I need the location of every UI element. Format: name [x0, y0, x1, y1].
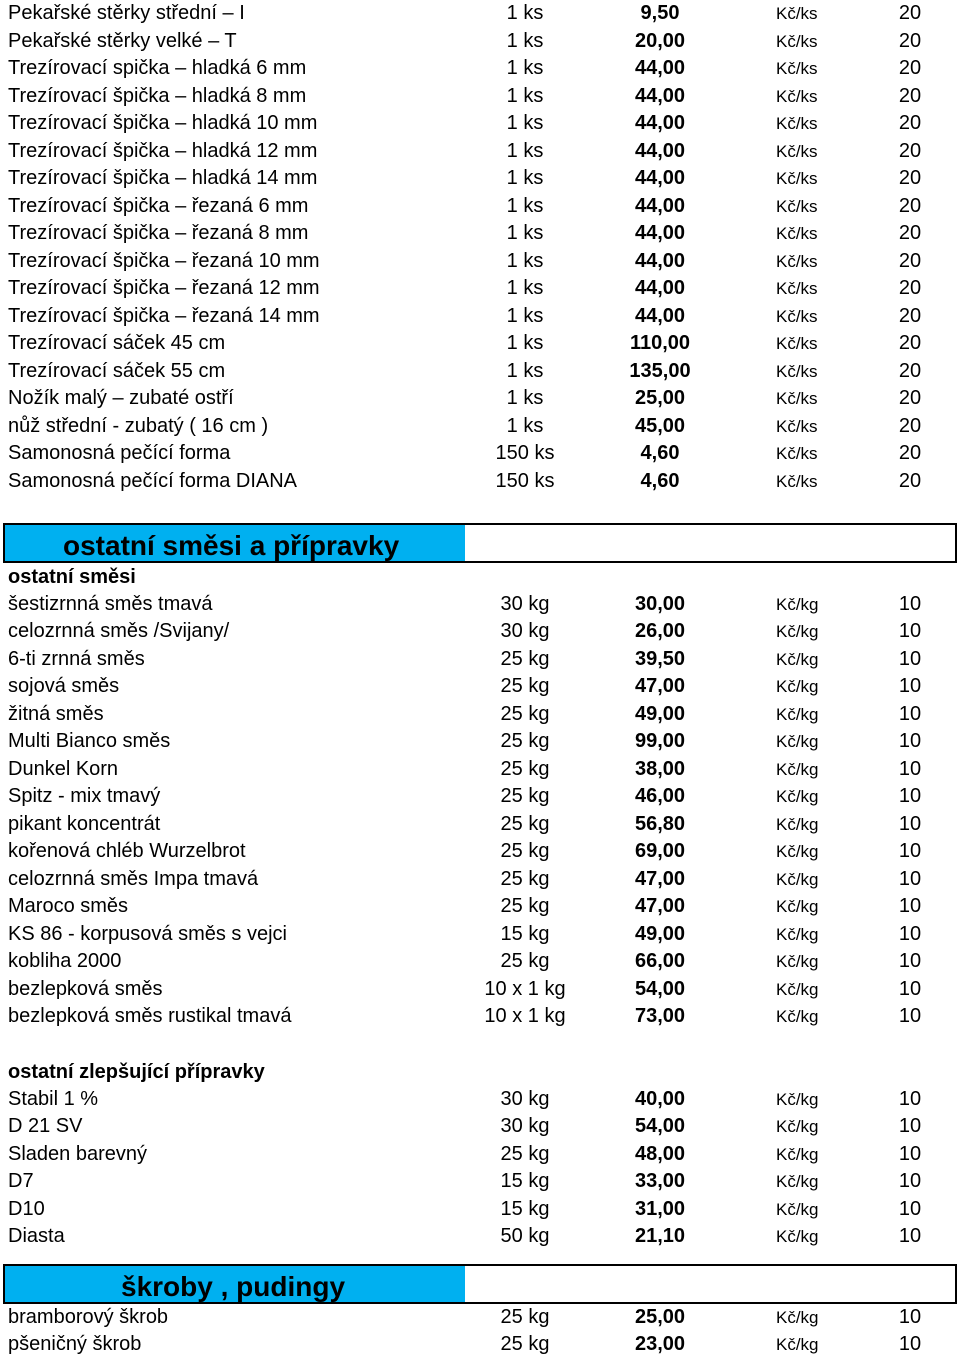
item-name: Samonosná pečící forma DIANA	[8, 469, 298, 492]
group-heading-mixes	[0, 563, 960, 591]
item-package: 25 kg	[500, 867, 550, 890]
item-package: 1 ks	[506, 332, 544, 354]
item-price: 38,00	[634, 757, 686, 780]
table-row	[0, 1168, 960, 1196]
item-unit: Kč/ks	[776, 224, 818, 243]
item-unit: Kč/kg	[776, 1144, 819, 1164]
table-row	[0, 591, 960, 619]
table-row	[0, 220, 960, 248]
table-row	[0, 1223, 960, 1251]
item-name: Trezírovací sáček 55 cm	[8, 359, 226, 382]
item-price: 31,00	[634, 1197, 686, 1220]
item-price: 54,00	[634, 977, 686, 1000]
item-package: 150 ks	[495, 469, 555, 492]
table-row	[0, 413, 960, 441]
section-title: ostatní směsi a přípravky	[63, 530, 400, 561]
item-package: 1 ks	[506, 414, 544, 437]
item-name: Diasta	[8, 1225, 65, 1247]
item-vat: 20	[898, 112, 922, 134]
table-row	[0, 783, 960, 811]
item-price: 25,00	[634, 387, 686, 409]
item-price: 73,00	[634, 1005, 686, 1027]
item-package: 25 kg	[500, 895, 550, 917]
item-vat: 10	[898, 950, 922, 972]
item-price: 40,00	[634, 1087, 686, 1110]
item-package: 1 ks	[506, 222, 544, 244]
item-price: 110,00	[629, 332, 691, 354]
item-price: 54,00	[634, 1115, 686, 1137]
item-unit: Kč/ks	[776, 4, 818, 23]
item-unit: Kč/ks	[776, 444, 818, 463]
item-unit: Kč/kg	[776, 759, 819, 779]
item-unit: Kč/kg	[776, 1335, 819, 1354]
item-price: 44,00	[634, 277, 686, 299]
item-price: 44,00	[634, 222, 686, 244]
item-unit: Kč/kg	[776, 677, 819, 696]
item-vat: 20	[898, 194, 922, 217]
item-price: 44,00	[634, 249, 686, 272]
item-name: pikant koncentrát	[8, 812, 161, 835]
section-header-starch	[3, 1264, 957, 1304]
item-name: celozrnná směs /Svijany/	[8, 620, 230, 642]
item-name: Dunkel Korn	[8, 757, 119, 780]
item-package: 25 kg	[500, 785, 550, 807]
section-header-mixes	[3, 523, 957, 563]
item-price: 21,10	[634, 1225, 686, 1247]
item-unit: Kč/ks	[776, 114, 818, 133]
item-vat: 20	[898, 167, 922, 189]
item-name: KS 86 - korpusová směs s vejci	[8, 922, 287, 945]
item-vat: 20	[898, 469, 922, 492]
table-row	[0, 468, 960, 496]
table-row	[0, 838, 960, 866]
item-unit: Kč/ks	[776, 59, 818, 78]
table-row	[0, 138, 960, 166]
table-row	[0, 1304, 960, 1332]
item-name: Maroco směs	[8, 895, 129, 917]
item-name: Trezírovací špička – řezaná 12 mm	[8, 277, 320, 299]
item-unit: Kč/ks	[776, 279, 818, 298]
item-unit: Kč/kg	[776, 842, 819, 861]
item-name: Pekařské stěrky velké – T	[8, 29, 237, 52]
item-name: nůž střední - zubatý ( 16 cm )	[8, 414, 269, 437]
item-package: 30 kg	[500, 1087, 550, 1110]
item-unit: Kč/kg	[776, 1172, 819, 1191]
item-package: 15 kg	[500, 922, 550, 945]
item-package: 1 ks	[506, 112, 544, 134]
item-price: 44,00	[634, 57, 686, 79]
item-price: 49,00	[634, 922, 686, 945]
table-row	[0, 646, 960, 674]
item-package: 15 kg	[500, 1197, 550, 1220]
item-name: bezlepková směs rustikal tmavá	[8, 1005, 292, 1027]
item-vat: 20	[898, 222, 922, 244]
item-price: 99,00	[634, 730, 686, 752]
item-name: Trezírovací špička – hladká 10 mm	[8, 112, 318, 134]
item-price: 48,00	[634, 1142, 686, 1165]
table-row	[0, 0, 960, 28]
item-package: 1 ks	[506, 29, 544, 52]
item-vat: 20	[898, 249, 922, 272]
item-package: 10 x 1 kg	[484, 977, 566, 1000]
item-package: 25 kg	[500, 812, 550, 835]
item-package: 25 kg	[500, 840, 550, 862]
table-row	[0, 618, 960, 646]
item-unit: Kč/ks	[776, 361, 818, 381]
item-price: 4,60	[640, 442, 680, 464]
item-vat: 10	[898, 922, 922, 945]
group-heading: ostatní zlepšující přípravky	[8, 1061, 265, 1083]
item-name: šestizrnná směs tmavá	[8, 592, 213, 615]
item-package: 25 kg	[500, 730, 550, 752]
item-vat: 10	[898, 702, 922, 725]
item-package: 1 ks	[506, 2, 544, 24]
item-vat: 10	[898, 1197, 922, 1220]
item-package: 1 ks	[506, 194, 544, 217]
item-price: 39,50	[634, 647, 686, 670]
item-price: 66,00	[634, 950, 686, 972]
item-vat: 10	[898, 592, 922, 615]
table-row	[0, 358, 960, 386]
item-unit: Kč/kg	[776, 1089, 819, 1109]
item-package: 15 kg	[500, 1170, 550, 1192]
item-unit: Kč/ks	[776, 251, 818, 271]
item-package: 25 kg	[500, 1333, 550, 1355]
item-price: 4,60	[640, 469, 680, 492]
table-row	[0, 55, 960, 83]
table-row	[0, 701, 960, 729]
table-row	[0, 440, 960, 468]
item-price: 30,00	[634, 592, 686, 615]
item-vat: 20	[898, 414, 922, 437]
item-vat: 10	[898, 1087, 922, 1110]
item-price: 20,00	[634, 29, 686, 52]
item-vat: 10	[898, 1170, 922, 1192]
item-vat: 10	[898, 1115, 922, 1137]
table-row	[0, 673, 960, 701]
item-package: 150 ks	[495, 442, 555, 464]
table-row	[0, 893, 960, 921]
accessories-list	[0, 0, 960, 495]
item-unit: Kč/kg	[776, 1117, 819, 1136]
item-vat: 20	[898, 359, 922, 382]
item-vat: 10	[898, 1142, 922, 1165]
item-package: 30 kg	[500, 1115, 550, 1137]
item-unit: Kč/kg	[776, 1227, 819, 1246]
item-package: 25 kg	[500, 1305, 550, 1328]
item-name: Trezírovací špička – hladká 14 mm	[8, 167, 318, 189]
item-vat: 10	[898, 675, 922, 697]
table-row	[0, 1086, 960, 1114]
item-price: 69,00	[634, 840, 686, 862]
item-vat: 10	[898, 977, 922, 1000]
item-package: 1 ks	[506, 387, 544, 409]
item-unit: Kč/kg	[776, 732, 819, 751]
item-price: 44,00	[634, 167, 686, 189]
item-unit: Kč/kg	[776, 649, 819, 669]
item-name: Stabil 1 %	[8, 1087, 99, 1110]
item-price: 46,00	[634, 785, 686, 807]
item-package: 30 kg	[500, 620, 550, 642]
item-unit: Kč/kg	[776, 787, 819, 806]
item-vat: 20	[898, 387, 922, 409]
table-row	[0, 28, 960, 56]
table-row	[0, 275, 960, 303]
item-package: 1 ks	[506, 84, 544, 107]
item-name: sojová směs	[8, 675, 120, 697]
improvers-list	[0, 1086, 960, 1251]
item-unit: Kč/kg	[776, 952, 819, 971]
item-unit: Kč/kg	[776, 594, 819, 614]
item-name: Trezírovací špička – řezaná 14 mm	[8, 304, 320, 327]
item-name: D 21 SV	[8, 1115, 83, 1137]
group-heading-improvers	[0, 1058, 960, 1086]
item-package: 25 kg	[500, 950, 550, 972]
item-name: bramborový škrob	[8, 1305, 169, 1328]
item-package: 50 kg	[500, 1225, 550, 1247]
item-name: žitná směs	[8, 702, 104, 725]
item-unit: Kč/ks	[776, 306, 818, 326]
item-price: 44,00	[634, 139, 686, 162]
item-name: Pekařské stěrky střední – I	[8, 2, 245, 24]
table-row	[0, 165, 960, 193]
item-unit: Kč/ks	[776, 334, 818, 353]
table-row	[0, 83, 960, 111]
item-unit: Kč/kg	[776, 1307, 819, 1327]
table-row	[0, 811, 960, 839]
table-row	[0, 976, 960, 1004]
item-vat: 20	[898, 57, 922, 79]
item-vat: 20	[898, 332, 922, 354]
item-unit: Kč/ks	[776, 471, 818, 491]
table-row	[0, 948, 960, 976]
table-row	[0, 193, 960, 221]
item-unit: Kč/kg	[776, 924, 819, 944]
item-package: 25 kg	[500, 675, 550, 697]
item-package: 25 kg	[500, 1142, 550, 1165]
item-package: 10 x 1 kg	[484, 1005, 566, 1027]
item-vat: 10	[898, 1225, 922, 1247]
table-row	[0, 1196, 960, 1224]
item-unit: Kč/kg	[776, 622, 819, 641]
item-package: 1 ks	[506, 57, 544, 79]
item-package: 1 ks	[506, 249, 544, 272]
item-name: kobliha 2000	[8, 950, 122, 972]
item-vat: 20	[898, 2, 922, 24]
item-vat: 10	[898, 730, 922, 752]
item-name: Trezírovací špička – řezaná 6 mm	[8, 194, 309, 217]
item-unit: Kč/kg	[776, 1199, 819, 1219]
item-price: 49,00	[634, 702, 686, 725]
item-unit: Kč/ks	[776, 31, 818, 51]
item-price: 45,00	[634, 414, 686, 437]
item-package: 30 kg	[500, 592, 550, 615]
item-vat: 20	[898, 304, 922, 327]
item-unit: Kč/ks	[776, 389, 818, 408]
item-package: 1 ks	[506, 167, 544, 189]
group-heading: ostatní směsi	[8, 566, 136, 588]
item-name: D10	[8, 1197, 45, 1220]
item-unit: Kč/kg	[776, 979, 819, 999]
item-package: 25 kg	[500, 702, 550, 725]
item-vat: 20	[898, 139, 922, 162]
item-name: Samonosná pečící forma	[8, 442, 231, 464]
item-name: Trezírovací spička – hladká 6 mm	[8, 57, 307, 79]
item-price: 33,00	[634, 1170, 686, 1192]
item-package: 1 ks	[506, 277, 544, 299]
item-name: Spitz - mix tmavý	[8, 785, 161, 807]
item-unit: Kč/ks	[776, 196, 818, 216]
table-row	[0, 866, 960, 894]
item-name: celozrnná směs Impa tmavá	[8, 867, 259, 890]
item-price: 47,00	[634, 675, 686, 697]
item-price: 23,00	[634, 1333, 686, 1355]
item-name: Trezírovací špička – hladká 8 mm	[8, 84, 307, 107]
item-vat: 20	[898, 84, 922, 107]
table-row	[0, 756, 960, 784]
item-name: kořenová chléb Wurzelbrot	[8, 840, 246, 862]
table-row	[0, 110, 960, 138]
item-name: Sladen barevný	[8, 1142, 147, 1165]
item-name: pšeničný škrob	[8, 1333, 142, 1355]
item-vat: 10	[898, 1333, 922, 1355]
section-title: škroby , pudingy	[121, 1270, 346, 1302]
item-vat: 20	[898, 29, 922, 52]
item-price: 26,00	[634, 620, 686, 642]
item-price: 47,00	[634, 867, 686, 890]
item-package: 1 ks	[506, 139, 544, 162]
item-name: Multi Bianco směs	[8, 730, 171, 752]
item-name: Trezírovací sáček 45 cm	[8, 332, 226, 354]
item-vat: 10	[898, 1305, 922, 1328]
table-row	[0, 728, 960, 756]
item-package: 25 kg	[500, 757, 550, 780]
item-name: Trezírovací špička – hladká 12 mm	[8, 139, 318, 162]
item-price: 9,50	[640, 2, 680, 24]
item-unit: Kč/ks	[776, 169, 818, 188]
item-unit: Kč/ks	[776, 141, 818, 161]
item-unit: Kč/ks	[776, 416, 818, 436]
item-vat: 10	[898, 647, 922, 670]
item-name: 6-ti zrnná směs	[8, 647, 145, 670]
item-price: 135,00	[629, 359, 691, 382]
item-name: Nožík malý – zubaté ostří	[8, 387, 234, 409]
item-unit: Kč/kg	[776, 814, 819, 834]
table-row	[0, 1113, 960, 1141]
table-row	[0, 1331, 960, 1359]
item-vat: 10	[898, 840, 922, 862]
item-price: 44,00	[634, 194, 686, 217]
table-row	[0, 1003, 960, 1031]
item-vat: 20	[898, 442, 922, 464]
item-unit: Kč/kg	[776, 897, 819, 916]
item-unit: Kč/kg	[776, 704, 819, 724]
table-row	[0, 385, 960, 413]
item-name: Trezírovací špička – řezaná 8 mm	[8, 222, 309, 244]
table-row	[0, 330, 960, 358]
item-name: D7	[8, 1170, 34, 1192]
item-package: 1 ks	[506, 359, 544, 382]
item-price: 47,00	[634, 895, 686, 917]
item-vat: 10	[898, 620, 922, 642]
item-price: 56,80	[634, 812, 686, 835]
item-package: 1 ks	[506, 304, 544, 327]
item-package: 25 kg	[500, 647, 550, 670]
item-vat: 10	[898, 812, 922, 835]
mixes-list	[0, 591, 960, 1031]
table-row	[0, 248, 960, 276]
item-unit: Kč/kg	[776, 869, 819, 889]
item-price: 44,00	[634, 112, 686, 134]
item-unit: Kč/ks	[776, 86, 818, 106]
starch-list	[0, 1304, 960, 1359]
item-name: bezlepková směs	[8, 977, 163, 1000]
table-row	[0, 303, 960, 331]
item-vat: 10	[898, 785, 922, 807]
item-price: 25,00	[634, 1305, 686, 1328]
item-vat: 10	[898, 895, 922, 917]
item-vat: 10	[898, 1005, 922, 1027]
item-unit: Kč/kg	[776, 1007, 819, 1026]
item-price: 44,00	[634, 304, 686, 327]
item-vat: 20	[898, 277, 922, 299]
item-vat: 10	[898, 867, 922, 890]
table-row	[0, 921, 960, 949]
item-price: 44,00	[634, 84, 686, 107]
item-vat: 10	[898, 757, 922, 780]
item-name: Trezírovací špička – řezaná 10 mm	[8, 249, 320, 272]
table-row	[0, 1141, 960, 1169]
